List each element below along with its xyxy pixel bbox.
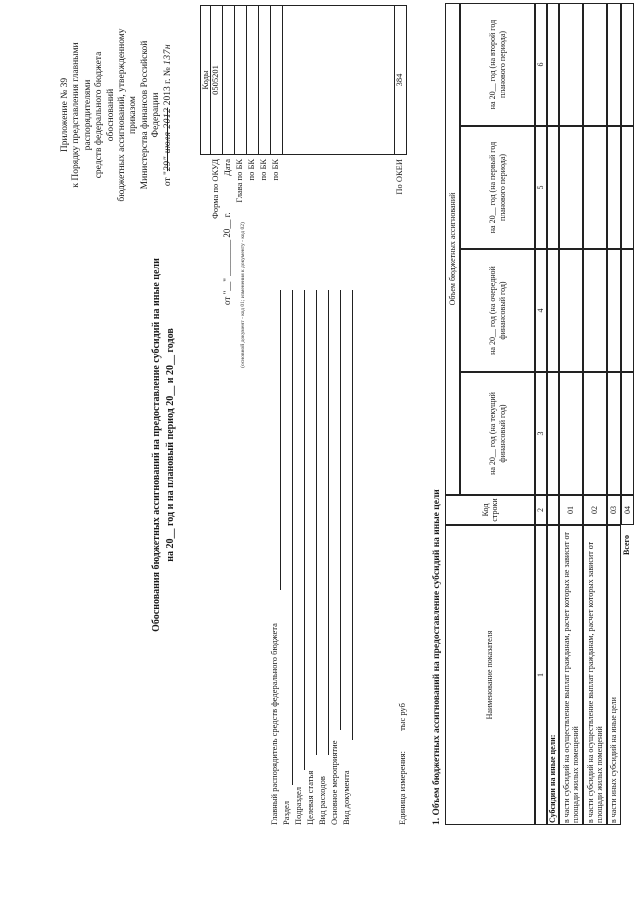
- appendix-line: Министерства финансов Российской Федерации: [139, 40, 162, 190]
- num-cell: 1: [535, 525, 547, 825]
- field-expense-type: Вид расходов: [318, 776, 330, 825]
- section-title: 1. Объем бюджетных ассигнований на предоставление субсидий на иные цели: [432, 489, 442, 825]
- table-cell: [583, 249, 607, 372]
- code-bk: [247, 5, 259, 155]
- field-target-article: Целевая статья: [306, 771, 318, 825]
- appendix-order-date: от "29" июля 2012 2013 г. № 137н: [162, 43, 173, 187]
- col-header-next: на 20__ год (на очередной финансовый год): [460, 249, 535, 372]
- table-row-label: Субсидии на иные цели:: [547, 525, 559, 825]
- field-line: [304, 290, 305, 770]
- code-bk: [259, 5, 271, 155]
- appendix-line: к Порядку представления главными распорядителями: [71, 42, 93, 188]
- label-bk: по БК: [258, 159, 268, 181]
- table-cell: [621, 372, 634, 495]
- field-main-manager: Главный распорядитель средств федерального бюджета: [270, 623, 282, 825]
- label-okud: Форма по ОКУД: [210, 159, 220, 219]
- handwritten-date: 29" июля 2012: [162, 107, 173, 172]
- table-row-code: [547, 495, 559, 525]
- table-cell: [583, 372, 607, 495]
- table-row-code: 02: [583, 495, 607, 525]
- budget-table: [445, 3, 635, 825]
- field-subsection: Подраздел: [294, 787, 306, 825]
- field-line: [328, 290, 329, 755]
- field-line: [280, 290, 281, 590]
- label-bk: по БК: [246, 159, 256, 181]
- table-cell: [607, 126, 621, 249]
- field-section: Раздел: [282, 801, 294, 825]
- code-head-bk: [235, 5, 247, 155]
- col-header-group: Объем бюджетных ассигнований: [445, 3, 460, 495]
- table-cell: [607, 249, 621, 372]
- table-row-code: 01: [559, 495, 583, 525]
- num-cell: 5: [535, 126, 547, 249]
- field-line: [340, 290, 341, 730]
- code-date: [223, 5, 235, 155]
- table-cell: [547, 249, 559, 372]
- table-cell: [583, 3, 607, 126]
- code-blank: [283, 5, 395, 155]
- handwritten-number: 137н: [162, 43, 173, 65]
- table-cell: [559, 126, 583, 249]
- table-cell: [621, 249, 634, 372]
- codes-header: Коды: [200, 5, 211, 155]
- table-cell: [583, 126, 607, 249]
- label-date: Дата: [222, 159, 232, 176]
- table-cell: [547, 3, 559, 126]
- table-row-label: в части иных субсидий на иные цели: [607, 525, 621, 825]
- col-header-name: Наименование показателя: [445, 525, 535, 825]
- table-cell: [621, 3, 634, 126]
- document-date: от "__" ________ 20__ г.: [222, 212, 232, 305]
- code-bk: [271, 5, 283, 155]
- field-line: [292, 290, 293, 785]
- num-cell: 4: [535, 249, 547, 372]
- table-row-label: в части субсидий на осуществление выплат гражданам, расчет которых не зависит от площади жилых помещений: [559, 525, 583, 825]
- table-cell: [547, 126, 559, 249]
- table-cell: [621, 126, 634, 249]
- table-row-code: 03: [607, 495, 621, 525]
- label-bk: по БК: [270, 159, 280, 181]
- field-line: [316, 290, 317, 755]
- code-okud: 0505201: [211, 5, 223, 155]
- col-header-code: Код строки: [445, 495, 535, 525]
- col-header-plan1: на 20__ год (на первый год планового периода): [460, 126, 535, 249]
- num-cell: 3: [535, 372, 547, 495]
- total-label: Всего: [622, 535, 631, 555]
- col-header-plan2: на 20__ год (на второй год планового периода): [460, 3, 535, 126]
- codes-box: [200, 5, 404, 219]
- table-cell: [559, 372, 583, 495]
- code-okei: 384: [395, 5, 407, 155]
- num-cell: 2: [535, 495, 547, 525]
- field-line: [352, 290, 353, 740]
- table-cell: [607, 3, 621, 126]
- table-cell: [547, 372, 559, 495]
- label-head-bk: Глава по БК: [234, 159, 244, 203]
- num-cell: 6: [535, 3, 547, 126]
- table-row-code: 04: [621, 495, 634, 525]
- document-title: Обоснования бюджетных ассигнований на предоставление субсидий на иные цели на 20__ год и на плановый период 20__ и 20__ годов: [151, 258, 176, 632]
- document-type-note: (основной документ - код 01; изменения к документу - код 02): [240, 222, 246, 368]
- field-main-activity: Основное мероприятие: [330, 741, 342, 825]
- table-cell: [559, 249, 583, 372]
- label-okei: По ОКЕИ: [394, 159, 404, 195]
- table-cell: [607, 372, 621, 495]
- table-cell: [559, 3, 583, 126]
- units-row: Единица измерения: тыс руб: [397, 702, 407, 825]
- table-row-label: в части субсидий на осуществление выплат гражданам, расчет которых зависит от площади жилых помещений: [583, 525, 607, 825]
- field-document-type: Вид документа: [342, 770, 354, 825]
- appendix-number: Приложение № 39: [60, 77, 70, 153]
- col-header-current: на 20__ год (на текущий финансовый год): [460, 372, 535, 495]
- appendix-line: бюджетных ассигнований, утвержденному приказом: [116, 28, 139, 202]
- appendix-line: средств федерального бюджета обоснований: [94, 51, 116, 179]
